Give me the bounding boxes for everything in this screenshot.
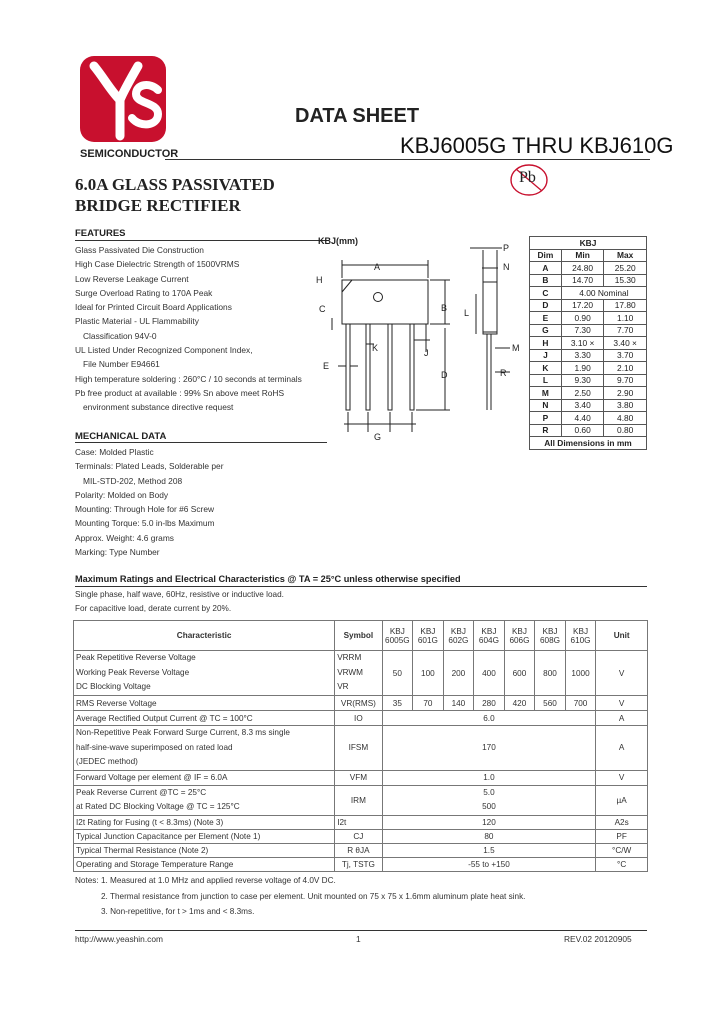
lead-1 — [346, 324, 350, 410]
dim-row — [530, 299, 647, 312]
dim-letter: H — [530, 337, 562, 350]
row-characteristic: RMS Reverse Voltage — [74, 696, 335, 711]
dim-m: M — [512, 343, 520, 353]
ratings-row-io — [74, 711, 648, 726]
ratings-sub-1: Single phase, half wave, 60Hz, resistive or inductive load. — [75, 590, 284, 599]
row-value: 80 — [382, 829, 596, 843]
dim-row — [530, 412, 647, 425]
dim-letter: N — [530, 399, 562, 412]
row-characteristic: Typical Thermal Resistance (Note 2) — [74, 843, 335, 857]
dim-row — [530, 362, 647, 375]
dim-letter: M — [530, 387, 562, 400]
list-item: Ideal for Printed Circuit Board Applications — [75, 302, 232, 313]
ratings-row-rms — [74, 696, 648, 711]
list-item: Classification 94V-0 — [83, 330, 157, 341]
row-symbol: IRM — [335, 785, 382, 815]
note-3: 3. Non-repetitive, for t > 1ms and < 8.3ms. — [101, 907, 255, 916]
hdr-part-top: KBJ — [420, 626, 436, 636]
row-value: 100 — [413, 651, 444, 696]
ratings-title: Maximum Ratings and Electrical Characteristics @ TA = 25°C unless otherwise specified — [75, 574, 461, 584]
dim-min: 17.20 — [561, 299, 604, 312]
char-line: Peak Reverse Current @TC = 25°C — [76, 787, 207, 797]
dim-max: 0.80 — [604, 424, 647, 437]
row-characteristic: Operating and Storage Temperature Range — [74, 857, 335, 871]
row-unit: V — [596, 770, 648, 785]
hdr-part-bot: 604G — [478, 635, 499, 645]
dim-min: 3.10 × — [561, 337, 604, 350]
dim-max: 25.20 — [604, 262, 647, 275]
list-item: Approx. Weight: 4.6 grams — [75, 532, 174, 543]
row-symbol: I2t — [335, 815, 382, 829]
dim-h: H — [316, 275, 323, 285]
list-item: High temperature soldering : 260°C / 10 seconds at terminals — [75, 373, 302, 384]
row-unit: A2s — [596, 815, 648, 829]
dim-max: 15.30 — [604, 274, 647, 287]
dim-row — [530, 262, 647, 275]
lead-2 — [366, 324, 370, 410]
dim-min: 0.60 — [561, 424, 604, 437]
row-characteristic — [74, 651, 335, 696]
list-item: UL Listed Under Recognized Component Index, — [75, 345, 253, 356]
dim-row — [530, 337, 647, 350]
row-value: 280 — [474, 696, 505, 711]
ratings-rule — [75, 586, 647, 587]
ratings-table — [73, 620, 648, 872]
hdr-part-bot: 610G — [570, 635, 591, 645]
ratings-row-temp — [74, 857, 648, 871]
ratings-row-ifsm — [74, 726, 648, 771]
row-unit: V — [596, 696, 648, 711]
row-unit: PF — [596, 829, 648, 843]
list-item: Low Reverse Leakage Current — [75, 273, 189, 284]
row-symbol — [335, 651, 382, 696]
row-symbol: R θJA — [335, 843, 382, 857]
dim-min: 24.80 — [561, 262, 604, 275]
dim-min: 9.30 — [561, 374, 604, 387]
lead-4 — [410, 324, 414, 410]
dim-row — [530, 324, 647, 337]
row-value: 70 — [413, 696, 444, 711]
list-item: Surge Overload Rating to 170A Peak — [75, 287, 213, 298]
dim-max: 1.10 — [604, 312, 647, 325]
hdr-characteristic: Characteristic — [74, 621, 335, 651]
dim-row — [530, 424, 647, 437]
dim-min: 2.50 — [561, 387, 604, 400]
hdr-part-top: KBJ — [450, 626, 466, 636]
product-title — [75, 174, 275, 216]
row-value: 400 — [474, 651, 505, 696]
dim-g: G — [374, 432, 382, 442]
dim-row — [530, 274, 647, 287]
side-view-body — [483, 282, 497, 334]
dimension-table — [529, 236, 647, 450]
char-line: DC Blocking Voltage — [76, 682, 151, 692]
product-line-1: 6.0A GLASS PASSIVATED — [75, 175, 275, 194]
dim-p: P — [503, 243, 510, 253]
row-value: -55 to +150 — [382, 857, 596, 871]
ratings-header-row — [74, 621, 648, 651]
dim-row — [530, 312, 647, 325]
row-value: 1000 — [565, 651, 596, 696]
list-item: Terminals: Plated Leads, Solderable per — [75, 461, 224, 472]
ratings-row-vfm — [74, 770, 648, 785]
dim-letter: C — [530, 287, 562, 300]
list-item: Case: Molded Plastic — [75, 447, 154, 457]
value-line: 5.0 — [483, 787, 495, 797]
features-list — [75, 243, 302, 415]
dim-k: K — [372, 343, 379, 353]
row-symbol: IO — [335, 711, 382, 726]
mechanical-rule — [75, 442, 327, 443]
char-line: (JEDEC method) — [76, 757, 138, 766]
row-value: 120 — [382, 815, 596, 829]
dim-table-body — [530, 262, 647, 437]
row-characteristic: Average Rectified Output Current @ TC = 100°C — [74, 711, 335, 726]
features-rule — [75, 240, 327, 241]
hdr-part — [382, 621, 413, 651]
char-line: at Rated DC Blocking Voltage @ TC = 125°C — [76, 802, 240, 811]
list-item: Mounting: Through Hole for #6 Screw — [75, 504, 215, 515]
part-range: KBJ6005G THRU KBJ610G — [400, 133, 674, 158]
list-item: Plastic Material - UL Flammability — [75, 316, 199, 327]
pb-label: Pb — [519, 169, 536, 186]
row-symbol: VFM — [335, 770, 382, 785]
dim-min: 3.30 — [561, 349, 604, 362]
list-item: environment substance directive request — [83, 402, 234, 413]
pb-free-mark — [509, 163, 549, 197]
hdr-part-top: KBJ — [511, 626, 527, 636]
dim-min: 1.90 — [561, 362, 604, 375]
row-unit: V — [596, 651, 648, 696]
dim-row — [530, 349, 647, 362]
ratings-row-irm — [74, 785, 648, 815]
dim-max: 3.80 — [604, 399, 647, 412]
row-unit: A — [596, 711, 648, 726]
hdr-part — [413, 621, 444, 651]
row-unit: °C — [596, 857, 648, 871]
dim-max: 7.70 — [604, 324, 647, 337]
dim-letter: K — [530, 362, 562, 375]
row-characteristic — [74, 726, 335, 771]
dim-letter: A — [530, 262, 562, 275]
row-value: 35 — [382, 696, 413, 711]
char-line: Non-Repetitive Peak Forward Surge Current, 8.3 ms single — [76, 728, 290, 737]
dim-row — [530, 374, 647, 387]
package-label: KBJ(mm) — [318, 236, 359, 246]
row-value: 420 — [504, 696, 535, 711]
hdr-part-bot: 606G — [509, 635, 530, 645]
footer-revision: REV.02 20120905 — [564, 934, 632, 944]
dim-min: 14.70 — [561, 274, 604, 287]
features-title: FEATURES — [75, 228, 126, 239]
row-characteristic: Forward Voltage per element @ IF = 6.0A — [74, 770, 335, 785]
row-unit: °C/W — [596, 843, 648, 857]
dim-max: 2.90 — [604, 387, 647, 400]
list-item: Polarity: Molded on Body — [75, 489, 169, 500]
hdr-part-top: KBJ — [481, 626, 497, 636]
ys-logo-icon — [80, 56, 166, 142]
dim-row — [530, 287, 647, 300]
row-value: 170 — [382, 726, 596, 771]
ratings-row-voltage — [74, 651, 648, 696]
dim-header-max: Max — [604, 249, 647, 262]
dim-letter: B — [530, 274, 562, 287]
note-1: Notes: 1. Measured at 1.0 MHz and applied reverse voltage of 4.0V DC. — [75, 876, 336, 885]
row-value: 200 — [443, 651, 474, 696]
dim-max: 9.70 — [604, 374, 647, 387]
hdr-part-top: KBJ — [389, 626, 405, 636]
row-symbol: VR(RMS) — [335, 696, 382, 711]
dim-letter: E — [530, 312, 562, 325]
dim-header-min: Min — [561, 249, 604, 262]
dim-max: 2.10 — [604, 362, 647, 375]
row-characteristic: I2t Rating for Fusing (t < 8.3ms) (Note 3) — [74, 815, 335, 829]
hdr-part-bot: 6005G — [385, 635, 410, 645]
row-value — [382, 785, 596, 815]
row-value: 140 — [443, 696, 474, 711]
dim-letter: D — [530, 299, 562, 312]
dim-table-title: KBJ — [530, 237, 647, 250]
package-diagram — [310, 240, 530, 445]
dim-letter: L — [530, 374, 562, 387]
hdr-part-bot: 601G — [417, 635, 438, 645]
hdr-part-bot: 608G — [539, 635, 561, 645]
dim-letter: P — [530, 412, 562, 425]
char-line: Working Peak Reverse Voltage — [76, 667, 190, 677]
dim-a: A — [374, 262, 381, 272]
list-item: High Case Dielectric Strength of 1500VRMS — [75, 259, 240, 270]
sym-line: VRRM — [337, 653, 362, 663]
package-body — [342, 280, 428, 324]
hdr-part-top: KBJ — [542, 626, 558, 636]
dim-max: 17.80 — [604, 299, 647, 312]
dim-max: 3.40 × — [604, 337, 647, 350]
product-line-2: BRIDGE RECTIFIER — [75, 196, 241, 215]
hdr-part-top: KBJ — [573, 626, 589, 636]
list-item: Pb free product at available : 99% Sn above meet RoHS — [75, 387, 285, 398]
note-2: 2. Thermal resistance from junction to case per element. Unit mounted on 75 x 75 x 1.6mm aluminum plate heat sink. — [101, 892, 526, 901]
row-value: 800 — [535, 651, 566, 696]
dim-c: C — [319, 304, 326, 314]
dim-e: E — [323, 361, 330, 371]
footer-page-number: 1 — [356, 934, 361, 944]
dim-min: 3.40 — [561, 399, 604, 412]
hdr-part — [565, 621, 596, 651]
ratings-row-i2t — [74, 815, 648, 829]
hdr-symbol: Symbol — [335, 621, 382, 651]
row-symbol: Tj, TSTG — [335, 857, 382, 871]
row-value: 600 — [504, 651, 535, 696]
company-name: SEMICONDUCTOR — [80, 148, 179, 160]
dim-b: B — [441, 303, 448, 313]
ratings-sub-2: For capacitive load, derate current by 20%. — [75, 604, 232, 613]
dim-r: R — [500, 368, 507, 378]
char-line: half-sine-wave superimposed on rated load — [76, 742, 233, 752]
row-characteristic: Typical Junction Capacitance per Element (Note 1) — [74, 829, 335, 843]
mounting-hole — [374, 293, 383, 302]
mechanical-title: MECHANICAL DATA — [75, 431, 167, 442]
list-item: MIL-STD-202, Method 208 — [83, 475, 183, 486]
row-symbol: IFSM — [335, 726, 382, 771]
dim-header-dim: Dim — [530, 249, 562, 262]
row-value: 700 — [565, 696, 596, 711]
company-logo — [80, 56, 166, 142]
header-rule — [165, 159, 650, 160]
dim-l: L — [464, 308, 470, 318]
footer-rule — [75, 930, 647, 931]
row-value: 560 — [535, 696, 566, 711]
package-chamfer — [342, 280, 352, 292]
value-line: 500 — [482, 802, 496, 811]
dim-letter: R — [530, 424, 562, 437]
row-unit: A — [596, 726, 648, 771]
dim-max: 3.70 — [604, 349, 647, 362]
sym-line: VRWM — [337, 667, 363, 677]
dim-letter: G — [530, 324, 562, 337]
row-unit: µA — [596, 785, 648, 815]
hdr-part — [535, 621, 566, 651]
doc-title: DATA SHEET — [295, 105, 420, 127]
lead-3 — [388, 324, 392, 410]
hdr-part — [504, 621, 535, 651]
dim-d: D — [441, 370, 448, 380]
hdr-part-bot: 602G — [448, 635, 469, 645]
list-item: Mounting Torque: 5.0 in-lbs Maximum — [75, 518, 215, 529]
hdr-part — [474, 621, 505, 651]
dim-min: 4.40 — [561, 412, 604, 425]
dim-min: 7.30 — [561, 324, 604, 337]
hdr-part — [443, 621, 474, 651]
char-line: Peak Repetitive Reverse Voltage — [76, 653, 196, 663]
sym-line: VR — [337, 682, 349, 692]
dim-value: 4.00 Nominal — [561, 287, 646, 300]
dim-table-footer: All Dimensions in mm — [530, 437, 647, 450]
list-item: Marking: Type Number — [75, 547, 160, 558]
dim-letter: J — [530, 349, 562, 362]
dim-row — [530, 399, 647, 412]
dim-j: J — [424, 348, 429, 358]
list-item: Glass Passivated Die Construction — [75, 245, 204, 255]
row-value: 1.5 — [382, 843, 596, 857]
hdr-unit: Unit — [596, 621, 648, 651]
footer-url[interactable]: http://www.yeashin.com — [75, 934, 163, 944]
dim-max: 4.80 — [604, 412, 647, 425]
dim-min: 0.90 — [561, 312, 604, 325]
ratings-row-thermal — [74, 843, 648, 857]
row-symbol: CJ — [335, 829, 382, 843]
dim-n: N — [503, 262, 510, 272]
list-item: File Number E94661 — [83, 359, 160, 370]
ratings-row-cj — [74, 829, 648, 843]
row-value: 1.0 — [382, 770, 596, 785]
row-value: 6.0 — [382, 711, 596, 726]
row-characteristic — [74, 785, 335, 815]
dim-row — [530, 387, 647, 400]
mechanical-list — [75, 445, 224, 559]
row-value: 50 — [382, 651, 413, 696]
